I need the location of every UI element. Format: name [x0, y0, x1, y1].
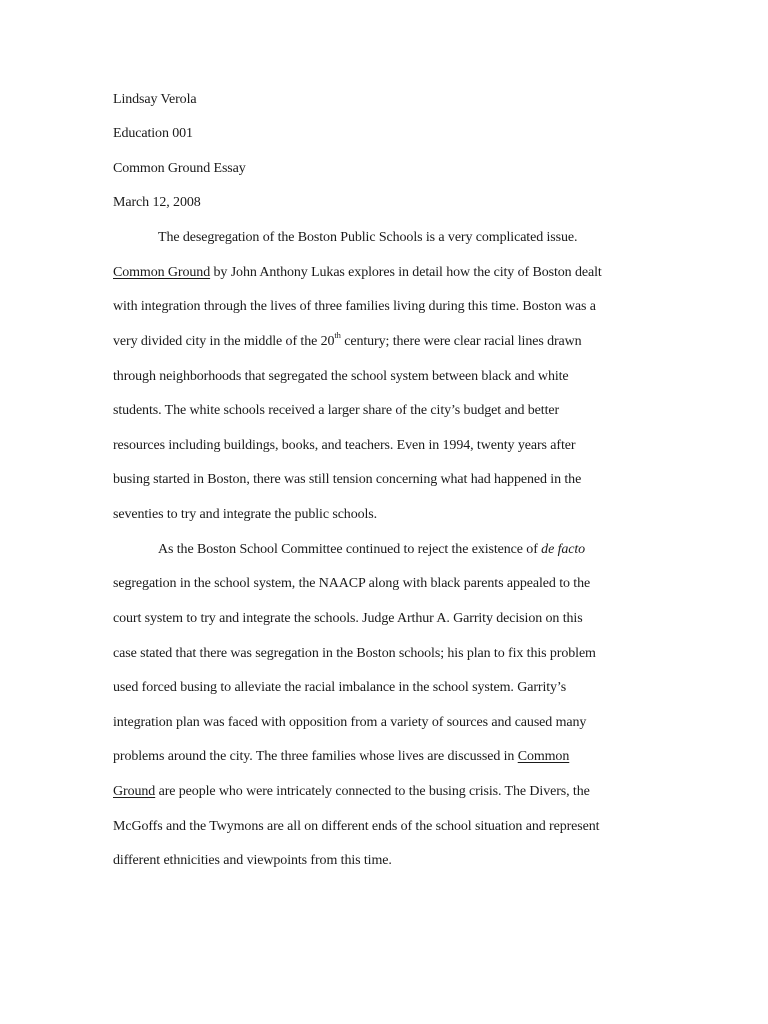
paragraph-1-line-3: with integration through the lives of three families living during this time. Boston was a — [113, 299, 596, 314]
paragraph-2-line-9: McGoffs and the Twymons are all on different ends of the school situation and represent — [113, 819, 600, 834]
paragraph-2-line-7 — [113, 748, 569, 766]
paragraph-2-line-2: segregation in the school system, the NAACP along with black parents appealed to the — [113, 576, 591, 591]
paragraph-2-line-8-text: are people who were intricately connected to the busing crisis. The Divers, the — [155, 784, 590, 799]
book-title: Common Ground — [113, 265, 211, 280]
course-name: Education 001 — [113, 126, 193, 141]
paragraph-2-line-5: used forced busing to alleviate the racial imbalance in the school system. Garrity’s — [113, 680, 567, 695]
essay-title: Common Ground Essay — [113, 161, 246, 176]
paragraph-1-line-4-post: century; there were clear racial lines drawn — [340, 334, 582, 349]
paragraph-1-line-4 — [113, 330, 582, 351]
paragraph-1-line-9: seventies to try and integrate the public schools. — [113, 507, 378, 522]
paragraph-2-line-4: case stated that there was segregation in the Boston schools; his plan to fix this problem — [113, 646, 596, 661]
paragraph-1-line-8: busing started in Boston, there was still tension concerning what had happened in the — [113, 472, 582, 487]
paragraph-1-line-7: resources including buildings, books, and teachers. Even in 1994, twenty years after — [113, 438, 576, 453]
paragraph-2-line-6: integration plan was faced with opposition from a variety of sources and caused many — [113, 715, 587, 730]
paragraph-2-line-8 — [113, 783, 590, 801]
paragraph-1-line-4-pre: very divided city in the middle of the 20 — [113, 334, 335, 349]
essay-date: March 12, 2008 — [113, 195, 201, 210]
paragraph-2-line-1-text: As the Boston School Committee continued to reject the existence of — [158, 542, 542, 557]
paragraph-2-line-3: court system to try and integrate the schools. Judge Arthur A. Garrity decision on this — [113, 611, 583, 626]
book-title-part-1: Common — [517, 749, 570, 764]
paragraph-2-line-1 — [158, 541, 585, 559]
paragraph-2-line-10: different ethnicities and viewpoints from this time. — [113, 853, 392, 868]
paragraph-1-line-1: The desegregation of the Boston Public Schools is a very complicated issue. — [158, 230, 578, 245]
paragraph-1-line-2 — [113, 264, 602, 282]
ordinal-suffix: th — [334, 330, 341, 341]
paragraph-1-line-5: through neighborhoods that segregated the school system between black and white — [113, 369, 569, 384]
paragraph-1-line-2-text: by John Anthony Lukas explores in detail how the city of Boston dealt — [210, 265, 602, 280]
paragraph-2-line-7-text: problems around the city. The three families whose lives are discussed in — [113, 749, 518, 764]
paragraph-1-line-6: students. The white schools received a larger share of the city’s budget and better — [113, 403, 560, 418]
italic-term: de facto — [541, 542, 586, 557]
author-name: Lindsay Verola — [113, 92, 197, 107]
book-title-part-2: Ground — [113, 784, 156, 799]
